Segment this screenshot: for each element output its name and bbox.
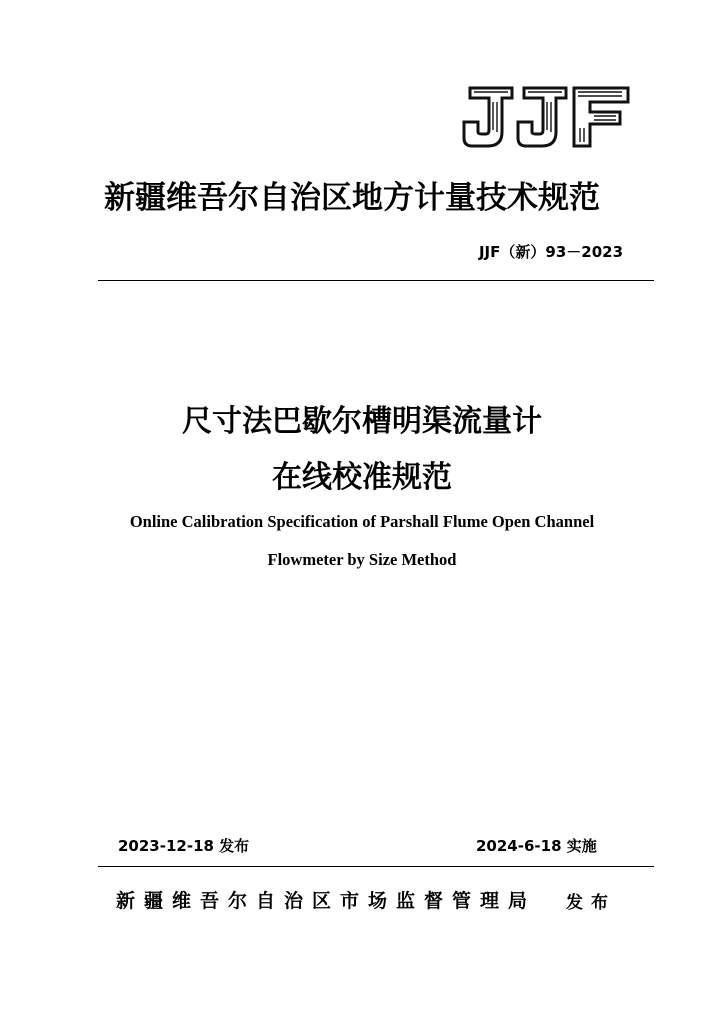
bottom-divider <box>98 866 654 867</box>
title-cn-line1: 尺寸法巴歇尔槽明渠流量计 <box>182 404 542 439</box>
title-en-line1: Online Calibration Specification of Parshall Flume Open Channel <box>129 512 595 531</box>
jjf-logo <box>462 82 630 152</box>
top-divider <box>98 280 654 281</box>
issue-label: 发布 <box>566 893 616 913</box>
org-title: 新疆维吾尔自治区地方计量技术规范 <box>104 180 600 216</box>
title-cn-line2: 在线校准规范 <box>272 460 452 495</box>
standard-code: JJF（新）93－2023 <box>478 243 623 261</box>
publisher: 新疆维吾尔自治区市场监督管理局 <box>116 890 537 912</box>
title-en-line2: Flowmeter by Size Method <box>267 550 457 569</box>
implement-date: 2024-6-18 实施 <box>476 837 597 855</box>
release-date: 2023-12-18 发布 <box>118 837 250 855</box>
